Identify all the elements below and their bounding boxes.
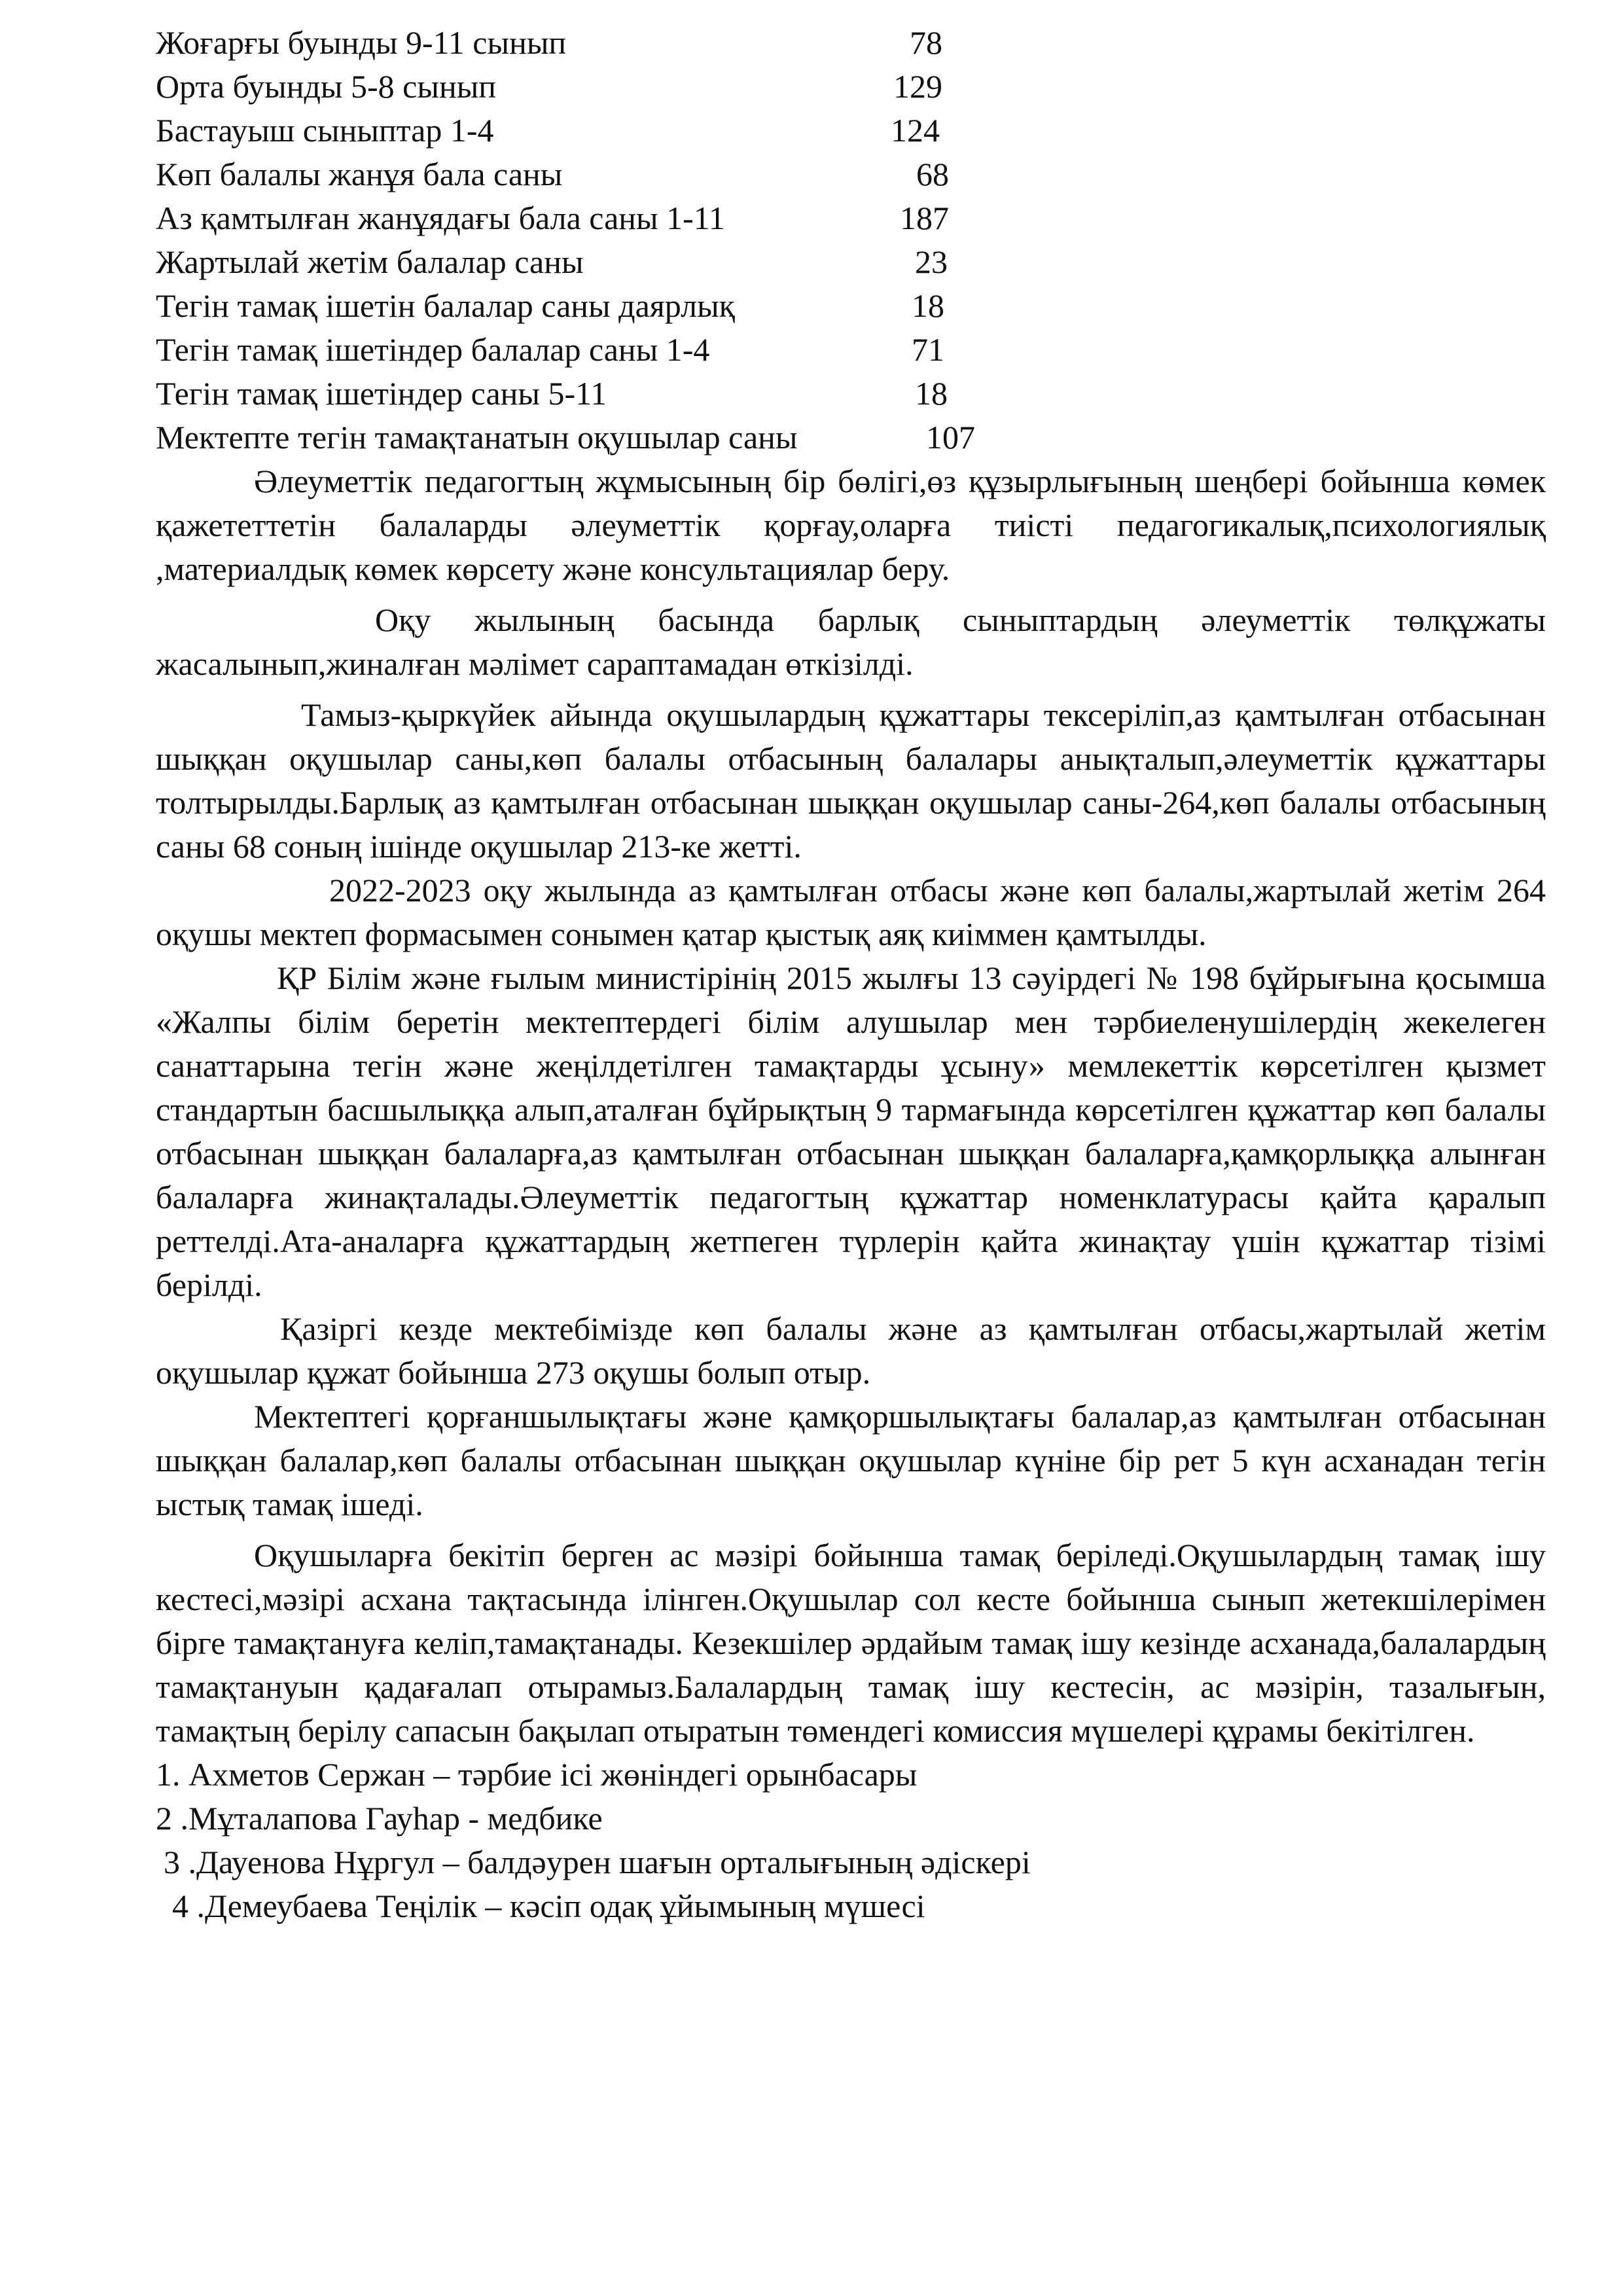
stat-label: Көп балалы жанұя бала саны (156, 156, 563, 192)
stat-value: 107 (926, 419, 975, 456)
stat-row (156, 65, 1546, 109)
commission-member: 2 .Мұталапова Гауһар - медбике (156, 1800, 603, 1837)
commission-list (156, 1753, 1546, 1928)
stat-value: 124 (891, 112, 940, 149)
stat-value: 23 (915, 243, 948, 280)
body-paragraph: Қазіргі кезде мектебімізде көп балалы және аз қамтылған отбасы,жартылай жетім оқушылар құжат бойынша 273 оқушы болып отыр. (156, 1310, 1546, 1391)
document-page (156, 21, 1546, 1928)
stat-value: 71 (912, 331, 944, 368)
stat-label: Жоғарғы буынды 9-11 сынып (156, 24, 567, 61)
statistics-list (156, 21, 1546, 459)
body-paragraph: Әлеуметтік педагогтың жұмысының бір бөлігі,өз құзырлығының шеңбері бойынша көмек қажететтетін балаларды әлеуметтік қорғау,оларға тиісті педагогикалық,психологиялық ,материалдық көмек көрсету және консультациялар беру. (156, 463, 1546, 587)
stat-label: Аз қамтылған жанұядағы бала саны 1-11 (156, 200, 725, 236)
stat-label: Тегін тамақ ішетін балалар саны даярлық (156, 287, 735, 324)
stat-row (156, 240, 1546, 284)
body-paragraph: 2022-2023 оқу жылында аз қамтылған отбасы және көп балалы,жартылай жетім 264 оқушы мектеп формасымен сонымен қатар қыстық аяқ киіммен қамтылды. (156, 872, 1546, 952)
stat-label: Жартылай жетім балалар саны (156, 243, 584, 280)
body-paragraph: ҚР Білім және ғылым министірінің 2015 жылғы 13 сәуірдегі № 198 бұйрығына қосымша «Жалпы білім беретін мектептердегі білім алушылар мен тәрбиеленушілердің жекелеген санаттарына тегін және жеңілдетілген тамақтарды ұсыну» мемлекеттік көрсетілген қызмет стандартын басшылыққа алып,аталған бұйрықтың 9 тармағында көрсетілген құжаттар көп балалы отбасынан шыққан балаларға,аз қамтылған отбасынан шыққан балаларға,қамқорлыққа алынған балаларға жинақталады.Әлеуметтік педагогтың құжаттар номенклатурасы қайта қаралып реттелді.Ата-аналарға құжаттардың жетпеген түрлерін қайта жинақтау үшін құжаттар тізімі берілді. (156, 960, 1546, 1303)
body-paragraph: Оқушыларға бекітіп берген ас мәзірі бойынша тамақ беріледі.Оқушылардың тамақ ішу кестесі,мәзірі асхана тақтасында ілінген.Оқушылар сол кесте бойынша сынып жетекшілерімен бірге тамақтануға келіп,тамақтанады. Кезекшілер әрдайым тамақ ішу кезінде асханада,балалардың тамақтануын қадағалап отырамыз.Балалардың тамақ ішу кестесін, ас мәзірін, тазалығын, тамақтың берілу сапасын бақылап отыратын төмендегі комиссия мүшелері құрамы бекітілген. (156, 1537, 1546, 1749)
stat-label: Мектепте тегін тамақтанатын оқушылар саны (156, 419, 798, 456)
stat-label: Бастауыш сыныптар 1-4 (156, 112, 494, 149)
stat-label: Тегін тамақ ішетіндер саны 5-11 (156, 375, 607, 412)
stat-label: Тегін тамақ ішетіндер балалар саны 1-4 (156, 331, 710, 368)
stat-row (156, 284, 1546, 328)
stat-row (156, 196, 1546, 240)
stat-value: 78 (910, 24, 942, 61)
stat-row (156, 328, 1546, 372)
stat-value: 68 (916, 156, 949, 192)
stat-label: Орта буынды 5-8 сынып (156, 68, 497, 105)
stat-row (156, 372, 1546, 416)
commission-member: 3 .Дауенова Нұргул – балдәурен шағын орталығының әдіскері (164, 1844, 1031, 1880)
stat-value: 187 (900, 200, 949, 236)
body-paragraph: Тамыз-қыркүйек айында оқушылардың құжаттары тексеріліп,аз қамтылған отбасынан шыққан оқушылар саны,көп балалы отбасының балалары анықталып,әлеуметтік құжаттары толтырылды.Барлық аз қамтылған отбасынан шыққан оқушылар саны-264,көп балалы отбасының саны 68 соның ішінде оқушылар 213-ке жетті. (156, 696, 1546, 865)
stat-value: 129 (893, 68, 942, 105)
stat-value: 18 (912, 287, 944, 324)
stat-row (156, 416, 1546, 459)
body-paragraph: Мектептегі қорғаншылықтағы және қамқоршылықтағы балалар,аз қамтылған отбасынан шыққан балалар,көп балалы отбасынан шыққан оқушылар күніне бір рет 5 күн асханадан тегін ыстық тамақ ішеді. (156, 1398, 1546, 1522)
stat-row (156, 21, 1546, 65)
commission-member: 1. Ахметов Сержан – тәрбие ісі жөніндегі орынбасары (156, 1756, 918, 1793)
stat-row (156, 152, 1546, 196)
commission-member: 4 .Демеубаева Теңілік – кәсіп одақ ұйымының мүшесі (172, 1888, 925, 1924)
body-paragraph: Оқу жылының басында барлық сыныптардың әлеуметтік төлқұжаты жасалынып,жиналған мәлімет сараптамадан өткізілді. (156, 601, 1546, 682)
stat-row (156, 109, 1546, 152)
stat-value: 18 (915, 375, 948, 412)
